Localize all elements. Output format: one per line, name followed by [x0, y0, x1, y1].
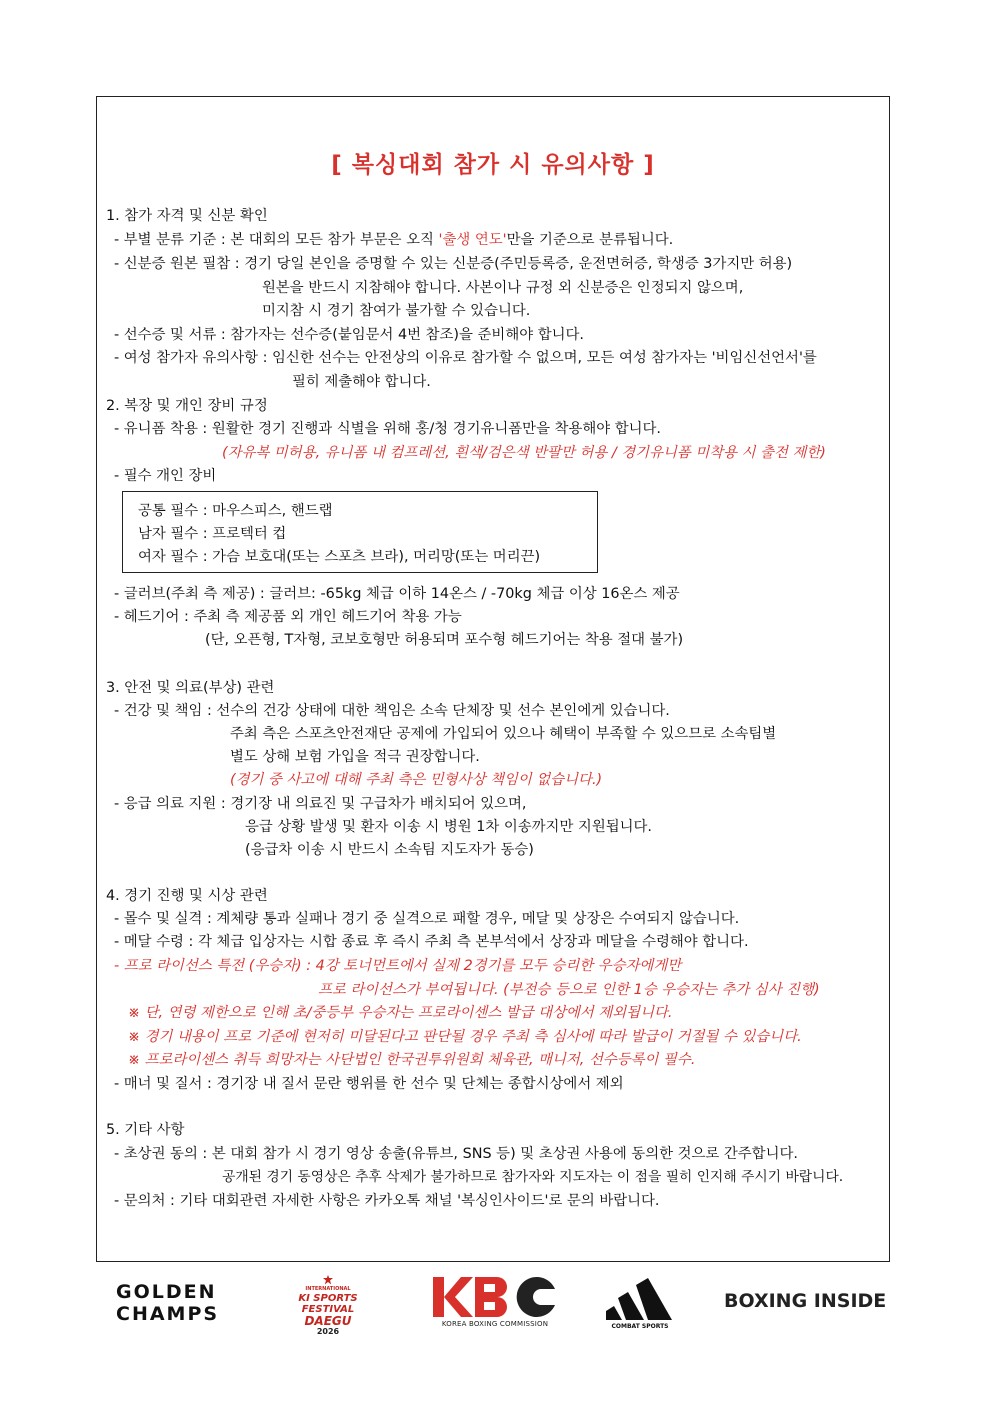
uniform-rule: - 유니폼 착용 : 원활한 경기 진행과 식별을 위해 홍/청 경기유니폼만을 착용해야 합니다.	[114, 421, 662, 437]
contact-rule: - 문의처 : 기타 대회관련 자세한 사항은 카카오톡 채널 '복싱인사이드'로 문의 바랍니다.	[114, 1193, 660, 1209]
gloves-rule: - 글러브(주최 측 제공) : 글러브: -65kg 체급 이하 14온스 / -70kg 체급 이상 16온스 제공	[114, 586, 680, 602]
pro-license-note2: ※ 경기 내용이 프로 기준에 현저히 미달된다고 판단될 경우 주최 측 심사에 따라 발급이 거절될 수 있습니다.	[128, 1029, 802, 1045]
ki-sports-festival-logo	[272, 1275, 384, 1337]
festival-emblem-icon	[322, 1275, 334, 1285]
health-rule-line3: 별도 상해 보험 가입을 적극 권장합니다.	[230, 749, 480, 765]
medical-rule-line3: (응급차 이송 시 반드시 소속팀 지도자가 동승)	[245, 842, 534, 858]
combat-sports-subtitle: COMBAT SPORTS	[611, 1323, 669, 1330]
section-4-heading: 4. 경기 진행 및 시상 관련	[106, 888, 268, 904]
boxing-inside-logo: BOXING INSIDE	[724, 1290, 887, 1312]
forfeit-rule: - 몰수 및 실격 : 계체량 통과 실패나 경기 중 실격으로 패할 경우, 메달 및 상장은 수여되지 않습니다.	[114, 911, 740, 927]
section-5-heading: 5. 기타 사항	[106, 1122, 185, 1138]
health-rule-line1: - 건강 및 책임 : 선수의 건강 상태에 대한 책임은 소속 단체장 및 선수 본인에게 있습니다.	[114, 703, 670, 719]
golden-champs-logo	[116, 1281, 219, 1325]
medical-rule-line1: - 응급 의료 지원 : 경기장 내 의료진 및 구급차가 배치되어 있으며,	[114, 796, 527, 812]
id-rule-line2: 원본을 반드시 지참해야 합니다. 사본이나 규정 외 신분증은 인정되지 않으며,	[262, 280, 744, 296]
pro-license-note1: ※ 단, 연령 제한으로 인해 초/중등부 우승자는 프로라이센스 발급 대상에서 제외됩니다.	[128, 1005, 673, 1021]
golden-champs-line2: CHAMPS	[116, 1303, 220, 1325]
id-rule-line1: - 신분증 원본 필참 : 경기 당일 본인을 증명할 수 있는 신분증(주민등록증, 운전면허증, 학생증 3가지만 허용)	[114, 256, 793, 272]
female-rule-line2: 필히 제출해야 합니다.	[292, 374, 431, 390]
pro-license-line1: - 프로 라이선스 특전 (우승자) : 4강 토너먼트에서 실제 2경기를 모두 승리한 우승자에게만	[114, 958, 682, 974]
headgear-note: (단, 오픈형, T자형, 코보호형만 허용되며 포수형 헤드기어는 착용 절대 불가)	[205, 632, 684, 648]
id-rule-line3: 미지참 시 경기 참여가 불가할 수 있습니다.	[262, 303, 531, 319]
section-3-heading: 3. 안전 및 의료(부상) 관련	[106, 680, 275, 696]
page-title: [ 복싱대회 참가 시 유의사항 ]	[331, 152, 655, 178]
section-2-heading: 2. 복장 및 개인 장비 규정	[106, 398, 268, 414]
uniform-note: (자유복 미허용, 유니폼 내 컴프레션, 흰색/검은색 반팔만 허용 / 경기유니폼 미착용 시 출전 제한)	[222, 445, 826, 461]
medal-rule: - 메달 수령 : 각 체급 입상자는 시합 종료 후 즉시 주최 측 본부석에서 상장과 메달을 수령해야 합니다.	[114, 934, 749, 950]
division-rule	[114, 230, 673, 250]
festival-line4: 2026	[316, 1327, 340, 1336]
festival-line3: DAEGU	[304, 1314, 352, 1328]
female-rule-line1: - 여성 참가자 유의사항 : 임신한 선수는 안전상의 이유로 참가할 수 없으며, 모든 여성 참가자는 '비임신선언서'를	[114, 350, 817, 366]
gear-female: 여자 필수 : 가슴 보호대(또는 스포츠 브라), 머리망(또는 머리끈)	[138, 549, 541, 565]
kbc-subtitle: KOREA BOXING COMMISSION	[441, 1320, 549, 1328]
birth-year-highlight: '출생 연도'	[438, 232, 507, 248]
portrait-rule-line1: - 초상권 동의 : 본 대회 참가 시 경기 영상 송출(유튜브, SNS 등) 및 초상권 사용에 동의한 것으로 간주합니다.	[114, 1146, 798, 1162]
pro-license-note3: ※ 프로라이센스 취득 희망자는 사단법인 한국권투위원회 체육관, 매니저, 선수등록이 필수.	[128, 1052, 696, 1068]
player-card-rule: - 선수증 및 서류 : 참가자는 선수증(붙임문서 4번 참조)을 준비해야 합니다.	[114, 327, 584, 343]
portrait-rule-line2: 공개된 경기 동영상은 추후 삭제가 불가하므로 참가자와 지도자는 이 점을 필히 인지해 주시기 바랍니다.	[222, 1169, 844, 1185]
gear-heading: - 필수 개인 장비	[114, 468, 217, 484]
division-rule-post: 만을 기준으로 분류됩니다.	[506, 232, 674, 248]
pro-license-line2: 프로 라이선스가 부여됩니다. (부전승 등으로 인한 1승 우승자는 추가 심사 진행)	[318, 982, 820, 998]
festival-line1: INTERNATIONAL	[305, 1286, 351, 1292]
health-rule-line2: 주최 측은 스포츠안전재단 공제에 가입되어 있으나 혜택이 부족할 수 있으므로 소속팀별	[230, 726, 777, 742]
festival-line2: KI SPORTS FESTIVAL	[298, 1293, 358, 1315]
kbc-logo-icon	[433, 1276, 557, 1320]
medical-rule-line2: 응급 상황 발생 및 환자 이송 시 병원 1차 이송까지만 지원됩니다.	[245, 819, 653, 835]
headgear-rule: - 헤드기어 : 주최 측 제공품 외 개인 헤드기어 착용 가능	[114, 609, 462, 625]
gear-male: 남자 필수 : 프로텍터 컵	[138, 526, 287, 542]
manners-rule: - 매너 및 질서 : 경기장 내 질서 문란 행위를 한 선수 및 단체는 종합시상에서 제외	[114, 1076, 624, 1092]
gear-common: 공통 필수 : 마우스피스, 핸드랩	[138, 503, 333, 519]
adidas-combat-logo-icon	[604, 1276, 674, 1320]
liability-note: (경기 중 사고에 대해 주최 측은 민형사상 책임이 없습니다.)	[230, 772, 603, 788]
golden-champs-line1: GOLDEN	[116, 1281, 217, 1303]
section-1-heading: 1. 참가 자격 및 신분 확인	[106, 208, 268, 224]
division-rule-pre: - 부별 분류 기준 : 본 대회의 모든 참가 부문은 오직	[114, 232, 439, 248]
